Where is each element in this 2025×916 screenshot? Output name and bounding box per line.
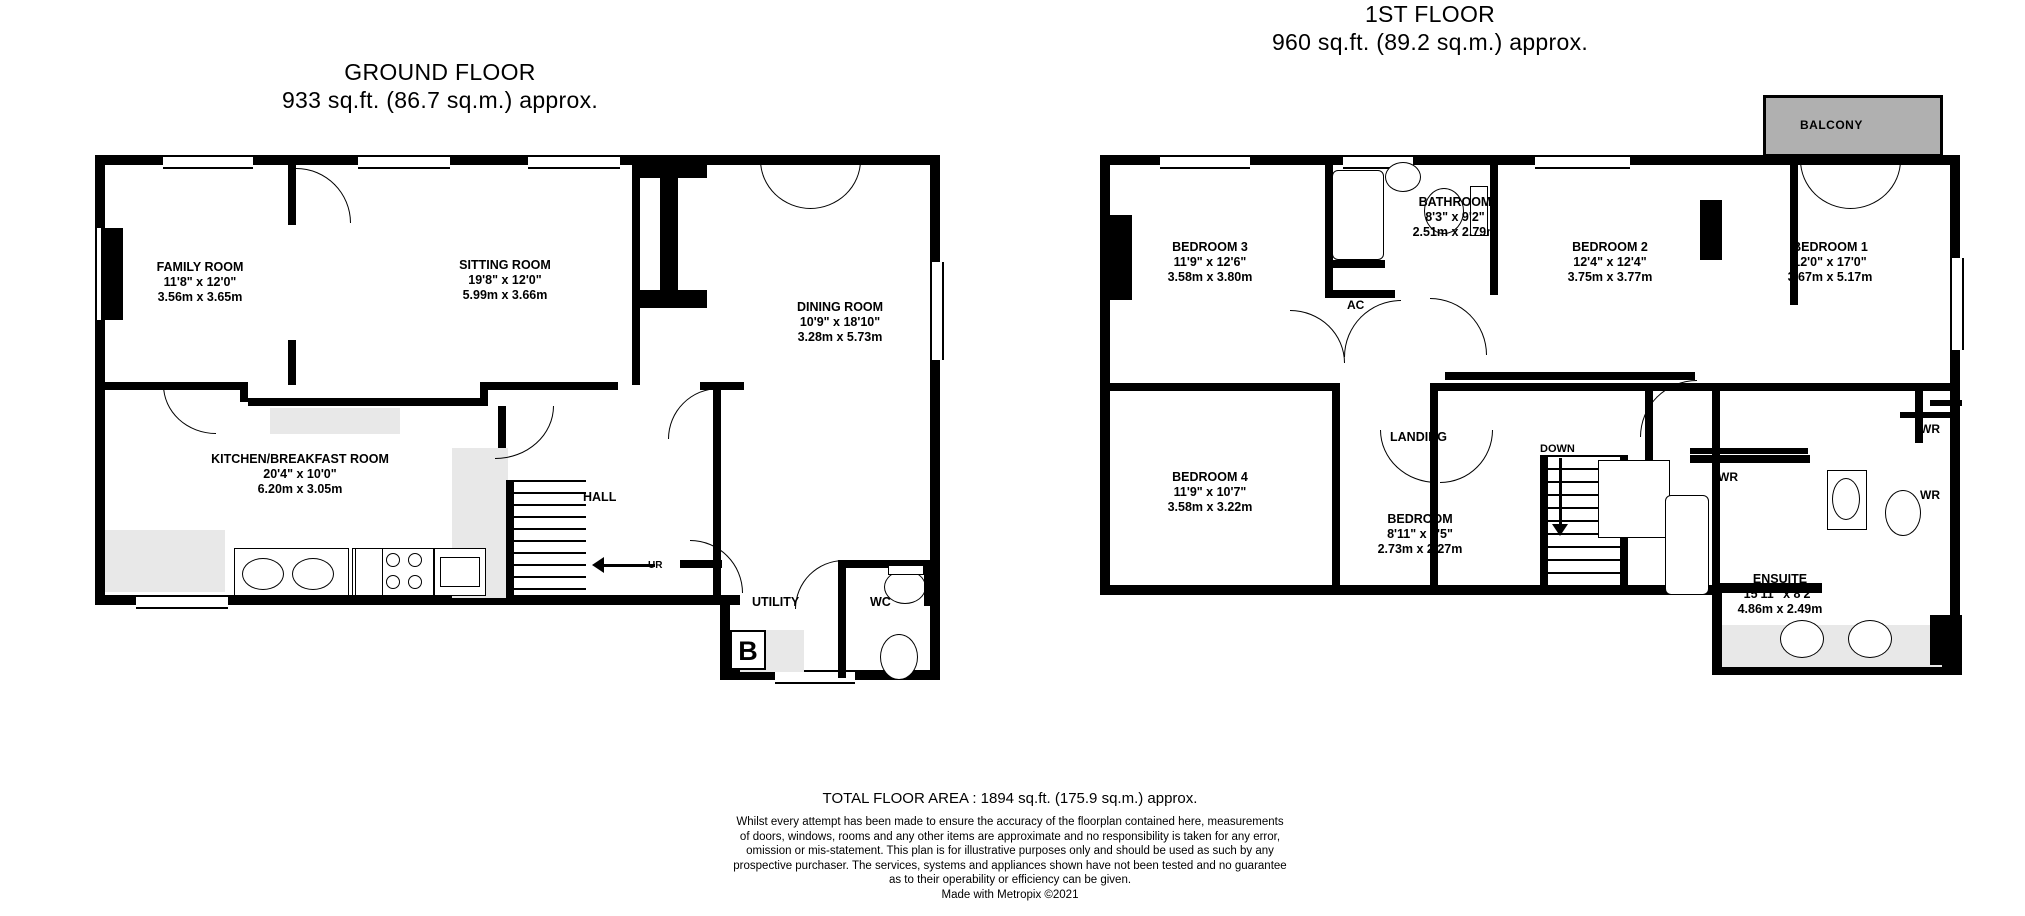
wall-chimney-breast	[660, 178, 678, 290]
room-label-bathroom: BATHROOM 8'3" x 9'2" 2.51m x 2.79m	[1412, 195, 1498, 239]
ensuite-basin-2	[1848, 620, 1892, 658]
wall-chimney-top	[632, 160, 707, 178]
disclaimer-line-3: omission or mis-statement. This plan is for illustrative purposes only and should be used as such by any	[746, 845, 1274, 857]
wall-utility-left	[720, 595, 730, 680]
window-top-3	[528, 155, 620, 169]
label-ac: AC	[1347, 298, 1365, 312]
door-balcony-2	[1850, 160, 1901, 209]
wc-toilet	[880, 634, 918, 680]
ground-floor-title-text: GROUND FLOOR	[344, 59, 536, 85]
wc-cistern	[924, 560, 940, 606]
kitchen-floor-grey-1	[105, 530, 225, 592]
wall-bed4-landing	[1332, 383, 1340, 595]
door-bathroom	[1430, 298, 1487, 355]
door-family-kitchen	[163, 385, 216, 434]
wall-chimney-bottom	[632, 290, 707, 308]
room-label-landing: LANDING	[1390, 430, 1447, 444]
wall-bed3-bed4	[1100, 383, 1340, 391]
door-dining-front-1	[760, 160, 811, 209]
total-floor-area: TOTAL FLOOR AREA : 1894 sq.ft. (175.9 sq.m.) approx.	[822, 790, 1198, 807]
door-small-bedroom	[1440, 430, 1493, 483]
wall-wr-right-2	[1900, 412, 1960, 418]
hob-ring-1	[386, 553, 400, 567]
stairs-arrow-head	[592, 557, 604, 573]
first-floor-area: 960 sq.ft. (89.2 sq.m.) approx.	[1271, 29, 1589, 55]
room-label-family-room: FAMILY ROOM 11'8" x 12'0" 3.56m x 3.65m	[156, 260, 244, 304]
first-window-top-3	[1535, 155, 1630, 169]
disclaimer	[560, 815, 1460, 888]
room-label-bedroom-1: BEDROOM 1 12'0" x 17'0" 3.67m x 5.17m	[1787, 240, 1873, 284]
room-label-bedroom-3: BEDROOM 3 11'9" x 12'6" 3.58m x 3.80m	[1167, 240, 1253, 284]
room-label-sitting-room: SITTING ROOM 19'8" x 12'0" 5.99m x 3.66m	[459, 258, 551, 302]
door-wc	[795, 560, 844, 609]
room-label-bedroom-4: BEDROOM 4 11'9" x 10'7" 3.58m x 3.22m	[1167, 470, 1253, 514]
wall-family-sitting-bottom	[288, 340, 296, 385]
balcony-label: BALCONY	[1800, 118, 1863, 132]
ground-staircase	[514, 480, 586, 598]
label-wr-1: WR	[1718, 470, 1738, 484]
landing-void	[1598, 460, 1670, 538]
ensuite-grey	[1722, 625, 1942, 667]
footer	[560, 790, 1460, 903]
room-label-kitchen-breakfast: KITCHEN/BREAKFAST ROOM 20'4" x 10'0" 6.20m x 3.05m	[211, 452, 389, 496]
first-window-right-1	[1950, 258, 1964, 350]
first-window-top-1	[1160, 155, 1250, 169]
down-arrow-head	[1552, 524, 1568, 536]
first-floor-title-text: 1ST FLOOR	[1364, 1, 1496, 27]
ensuite-toilet	[1885, 490, 1921, 536]
bathroom-basin	[1385, 162, 1421, 192]
down-arrow-line	[1559, 458, 1562, 528]
door-balcony-1	[1800, 160, 1851, 209]
wardrobe-1-rail	[1690, 448, 1808, 454]
door-dining-front-2	[810, 160, 861, 209]
boiler-box: B	[730, 630, 766, 670]
disclaimer-line-5: as to their operability or efficiency can be given.	[888, 874, 1132, 886]
disclaimer-line-1: Whilst every attempt has been made to ensure the accuracy of the floorplan contained here, measurements	[736, 816, 1284, 828]
room-label-wc: WC	[870, 595, 891, 609]
ensuite-basin-1	[1780, 620, 1824, 658]
sink-bowl-2	[292, 558, 334, 590]
label-down: DOWN	[1540, 443, 1575, 455]
wall-ac-bottom	[1325, 290, 1395, 298]
room-label-bedroom-2: BEDROOM 2 12'4" x 12'4" 3.75m x 3.77m	[1567, 240, 1653, 284]
ground-floor-area: 933 sq.ft. (86.7 sq.m.) approx.	[281, 87, 599, 113]
kitchen-tap-unit	[355, 548, 383, 596]
first-wall-left	[1100, 155, 1110, 595]
disclaimer-line-2: of doors, windows, rooms and any other items are approximate and no responsibility is taken for any error,	[739, 830, 1281, 843]
ensuite-corner-block	[1930, 615, 1962, 665]
first-floor-title	[1250, 0, 1610, 56]
wall-left	[95, 155, 105, 605]
wall-sitting-dining	[632, 165, 640, 385]
wc-basin-back	[888, 565, 924, 575]
room-label-bedroom-small: BEDROOM 8'11" x 7'5" 2.73m x 2.27m	[1377, 512, 1463, 556]
sink-bowl-1	[242, 558, 284, 590]
window-top-1	[163, 155, 253, 169]
wall-bathroom-bottom	[1325, 260, 1385, 268]
wardrobe-3-rail	[1930, 400, 1962, 406]
window-bottom-1	[136, 595, 228, 609]
kitchen-counter-grey	[270, 408, 400, 434]
first-wall-bottom-left	[1100, 585, 1720, 595]
label-ur: UR	[648, 560, 663, 571]
wall-family-sitting-top	[288, 165, 296, 225]
room-label-ensuite: ENSUITE 15'11" x 8'2" 4.86m x 2.49m	[1737, 572, 1823, 616]
wall-mid-3	[488, 382, 618, 390]
room-label-utility: UTILITY	[752, 595, 800, 609]
door-utility	[690, 540, 743, 593]
wall-wr-divider	[1690, 455, 1810, 463]
door-bedroom3	[1290, 310, 1345, 363]
wall-mid-jog	[240, 382, 248, 402]
wall-stairs-left	[506, 480, 514, 598]
ground-floor-title	[260, 58, 620, 114]
room-label-dining-room: DINING ROOM 10'9" x 18'10" 3.28m x 5.73m	[796, 300, 884, 344]
credit-line: Made with Metropix ©2021	[941, 888, 1079, 901]
label-wr-2: WR	[1920, 488, 1940, 502]
window-top-2	[358, 155, 450, 169]
wall-mid-2	[248, 398, 488, 406]
label-wr-3: WR	[1920, 422, 1940, 436]
disclaimer-line-4: prospective purchaser. The services, systems and appliances shown have not been tested and no guarantee	[733, 859, 1287, 872]
kitchen-sink-basin	[440, 557, 480, 587]
wall-landing-sep	[1445, 372, 1695, 380]
room-label-hall: HALL	[583, 490, 617, 504]
wall-stairs-left-first	[1540, 455, 1548, 585]
stairs-arrow-line	[600, 564, 655, 567]
hob-ring-4	[408, 575, 422, 589]
ensuite-shower-tray	[1832, 478, 1860, 520]
hob-ring-2	[408, 553, 422, 567]
wall-mid-jog-2	[480, 382, 488, 406]
hob-ring-3	[386, 575, 400, 589]
door-family-sitting	[296, 168, 351, 223]
door-hall-dining	[668, 388, 719, 439]
